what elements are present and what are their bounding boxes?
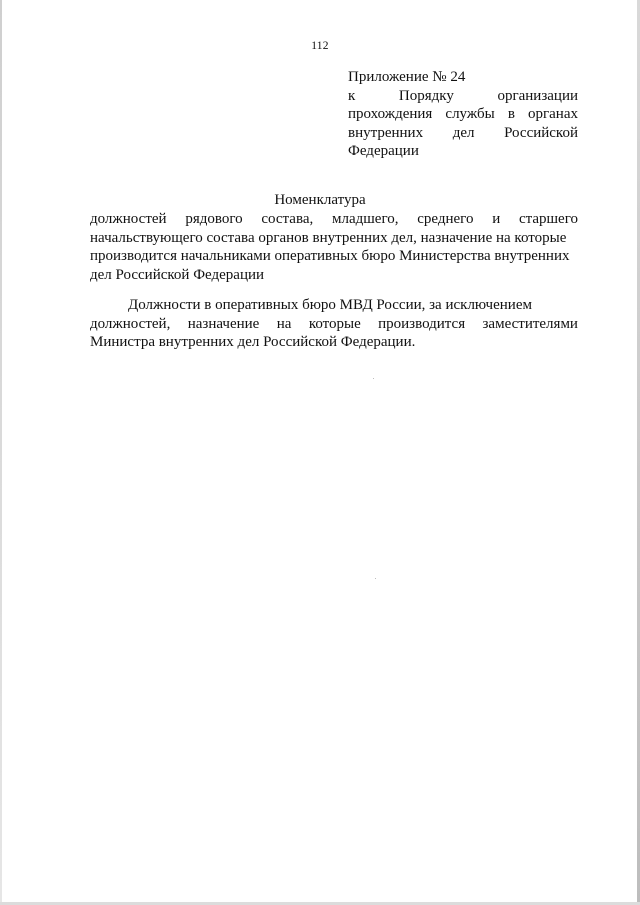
subtitle-line-2: начальствующего состава органов внутренних дел, назначение на которые <box>90 229 567 246</box>
appendix-line-5: Федерации <box>348 143 419 159</box>
word: Порядку <box>398 87 454 104</box>
document-title: Номенклатура <box>274 192 366 208</box>
subtitle-line-3: производится начальниками оперативных бюро Министерства внутренних <box>90 248 570 264</box>
word: к <box>348 87 356 104</box>
document-subtitle <box>90 210 578 284</box>
body-paragraph <box>90 296 578 352</box>
subtitle-line-4: дел Российской Федерации <box>90 266 265 283</box>
appendix-number: Приложение № 24 <box>348 69 466 85</box>
scan-speck <box>373 378 374 379</box>
word: назначение <box>187 315 260 332</box>
page-number: 112 <box>311 40 329 52</box>
word: на <box>276 315 292 332</box>
word: которые <box>308 315 361 332</box>
word: рядового <box>185 211 243 227</box>
word: организации <box>497 87 578 104</box>
word: органах <box>527 106 578 122</box>
word: заместителями <box>482 315 578 332</box>
word: среднего <box>417 211 474 227</box>
paragraph-line-2 <box>90 315 578 334</box>
appendix-header <box>348 68 578 161</box>
word: дел <box>452 124 475 141</box>
word: производится <box>378 315 466 332</box>
word: старшего <box>518 211 578 227</box>
appendix-line-3 <box>348 105 578 124</box>
scan-speck <box>375 578 376 579</box>
appendix-line-4 <box>348 124 578 143</box>
word: внутренних <box>348 124 424 141</box>
word: службы <box>445 106 495 122</box>
appendix-line-2 <box>348 87 578 106</box>
subtitle-line-1 <box>90 210 578 229</box>
paragraph-line-1: Должности в оперативных бюро МВД России, за исключением <box>128 297 532 313</box>
word: и <box>492 211 501 227</box>
word: состава, <box>261 211 314 227</box>
word: Российской <box>504 124 578 141</box>
paragraph-line-3: Министра внутренних дел Российской Федерации. <box>90 334 416 350</box>
word: должностей <box>90 211 167 227</box>
scan-edge-left <box>0 0 2 905</box>
word: должностей, <box>90 315 171 332</box>
word: младшего, <box>331 211 399 227</box>
word: прохождения <box>348 106 433 122</box>
word: в <box>507 106 515 122</box>
